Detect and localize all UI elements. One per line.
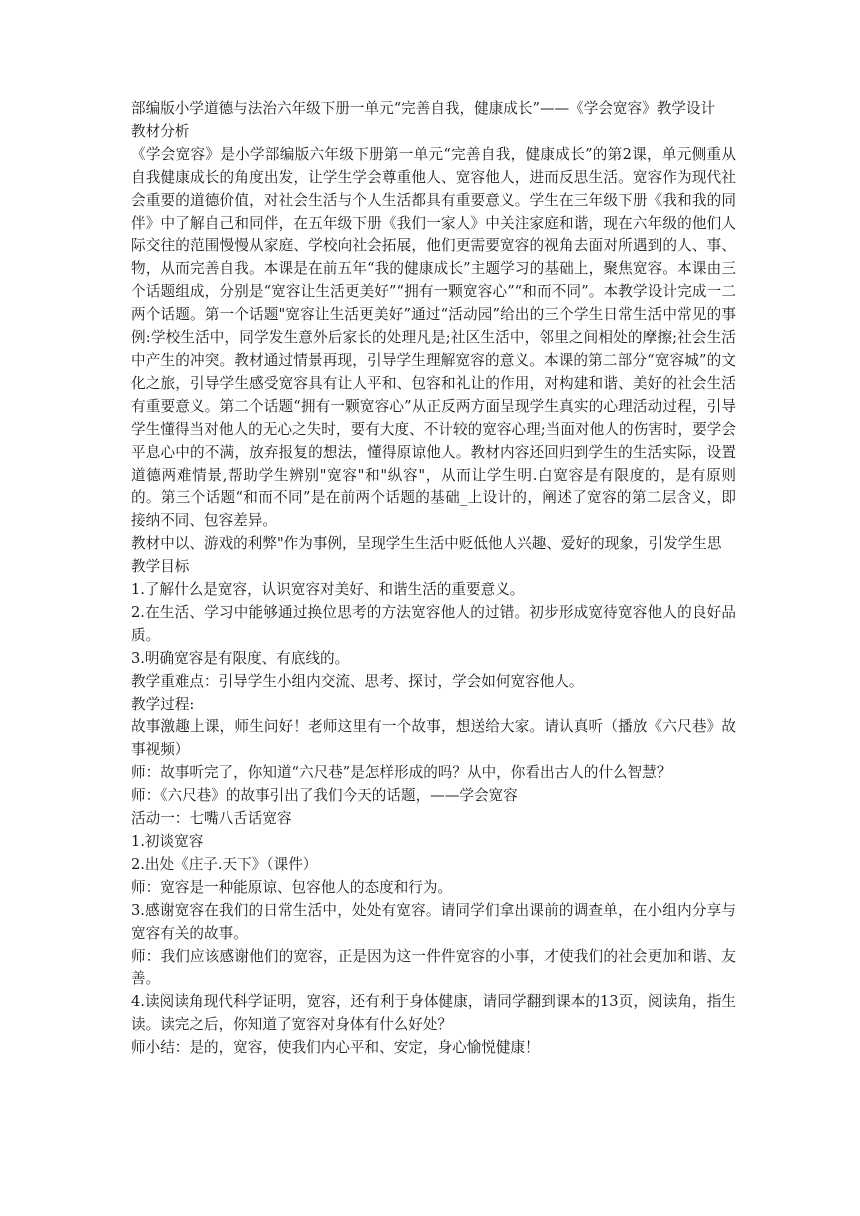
goal-item-3: 3.明确宽容是有限度、有底线的。	[131, 649, 350, 667]
document-page	[131, 98, 736, 1060]
teacher-summary: 师小结：是的，宽容，使我们内心平和、安定，身心愉悦健康！	[131, 1039, 540, 1057]
activity-step-1: 1.初谈宽容	[131, 833, 204, 850]
goal-item-1: 1.了解什么是宽容，认识宽容对美好、和谐生活的重要意义。	[131, 581, 525, 599]
document-title: 部编版小学道德与法治六年级下册一单元“完善自我，健康成长”——《学会宽容》教学设计	[131, 100, 716, 117]
activity-step-3-teacher: 师：我们应该感谢他们的宽容，正是因为这一件件宽容的小事，才使我们的社会更加和谐、友善。	[131, 947, 736, 988]
activity-heading: 活动一：七嘴八舌话宽容	[131, 810, 292, 828]
goal-item-2: 2.在生活、学习中能够通过换位思考的方法宽容他人的过错。初步形成宽待宽容他人的良好品质。	[131, 603, 736, 644]
activity-step-2: 2.出处《庄子.天下》（课件）	[131, 855, 318, 873]
section-heading-goals: 教学目标	[131, 558, 190, 576]
activity-step-2-teacher: 师：宽容是一种能原谅、包容他人的态度和行为。	[131, 878, 453, 896]
analysis-paragraph: 《学会宽容》是小学部编版六年级下册第一单元“完善自我，健康成长”的第2课，单元侧重从自我健康成长的角度出发，让学生学会尊重他人、宽容他人，进而反思生活。宽容作为现代社会重要的道德价值，对社会生活与个人生活都具有重要意义。学生在三年级下册《我和我的同伴》中了解自己和同伴，在五年级下册《我们一家人》中关注家庭和谐，现在六年级的他们人际交往的范围慢慢从家庭、学校向社会拓展，他们更需要宽容的视角去面对所遇到的人、事、物，从而完善自我。本课是在前五年“我的健康成长”主题学习的基础上，聚焦宽容。本课由三个话题组成，分别是“宽容让生活更美好”“拥有一颗宽容心”“和而不同”。本教学设计完成一二两个话题。第一个话题"宽容让生活更美好”通过“活动园”给出的三个学生日常生活中常见的事例:学校生活中，同学发生意外后家长的处理凡是;社区生活中，邻里之间相处的摩擦;社会生活中产生的冲突。教材通过情景再现，引导学生理解宽容的意义。本课的第二部分“宽容城”的文化之旅，引导学生感受宽容具有让人平和、包容和礼让的作用，对构建和谐、美好的社会生活有重要意义。第二个话题“拥有一颗宽容心”从正反两方面呈现学生真实的心理活动过程，引导学生懂得当对他人的无心之失时，要有大度、不计较的宽容心理;当面对他人的伤害时，要学会平息心中的不满，放弃报复的想法，懂得原谅他人。教材内容还回归到学生的生活实际，设置道德两难情景,帮助学生辨别"宽容"和"纵容"，从而让学生明.白宽容是有限度的，是有原则的。第三个话题“和而不同”是在前两个话题的基础_上设计的，阐述了宽容的第二层含义，即接纳不同、包容差异。	[131, 145, 736, 530]
section-heading-analysis: 教材分析	[131, 122, 190, 140]
activity-step-4: 4.读阅读角现代科学证明，宽容，还有利于身体健康，请同学翻到课本的13页，阅读角，指生读。读完之后，你知道了宽容对身体有什么好处？	[131, 993, 736, 1034]
process-paragraph-2: 师：故事听完了，你知道“六尺巷”是怎样形成的吗？从中，你看出古人的什么智慧？	[131, 764, 672, 782]
key-points: 教学重难点：引导学生小组内交流、思考、探讨，学会如何宽容他人。	[131, 672, 584, 690]
process-paragraph-1: 故事激趣上课，师生问好！老师这里有一个故事，想送给大家。请认真听（播放《六尺巷》故事视频）	[131, 718, 736, 759]
section-heading-process: 教学过程:	[131, 695, 195, 713]
analysis-paragraph-continued: 教材中以、游戏的利弊"作为事例，呈现学生生活中贬低他人兴趣、爱好的现象，引发学生思	[131, 535, 722, 553]
activity-step-3: 3.感谢宽容在我们的日常生活中，处处有宽容。请同学们拿出课前的调查单，在小组内分享与宽容有关的故事。	[131, 901, 736, 942]
process-paragraph-3: 师：《六尺巷》的故事引出了我们今天的话题，——学会宽容	[131, 787, 518, 805]
